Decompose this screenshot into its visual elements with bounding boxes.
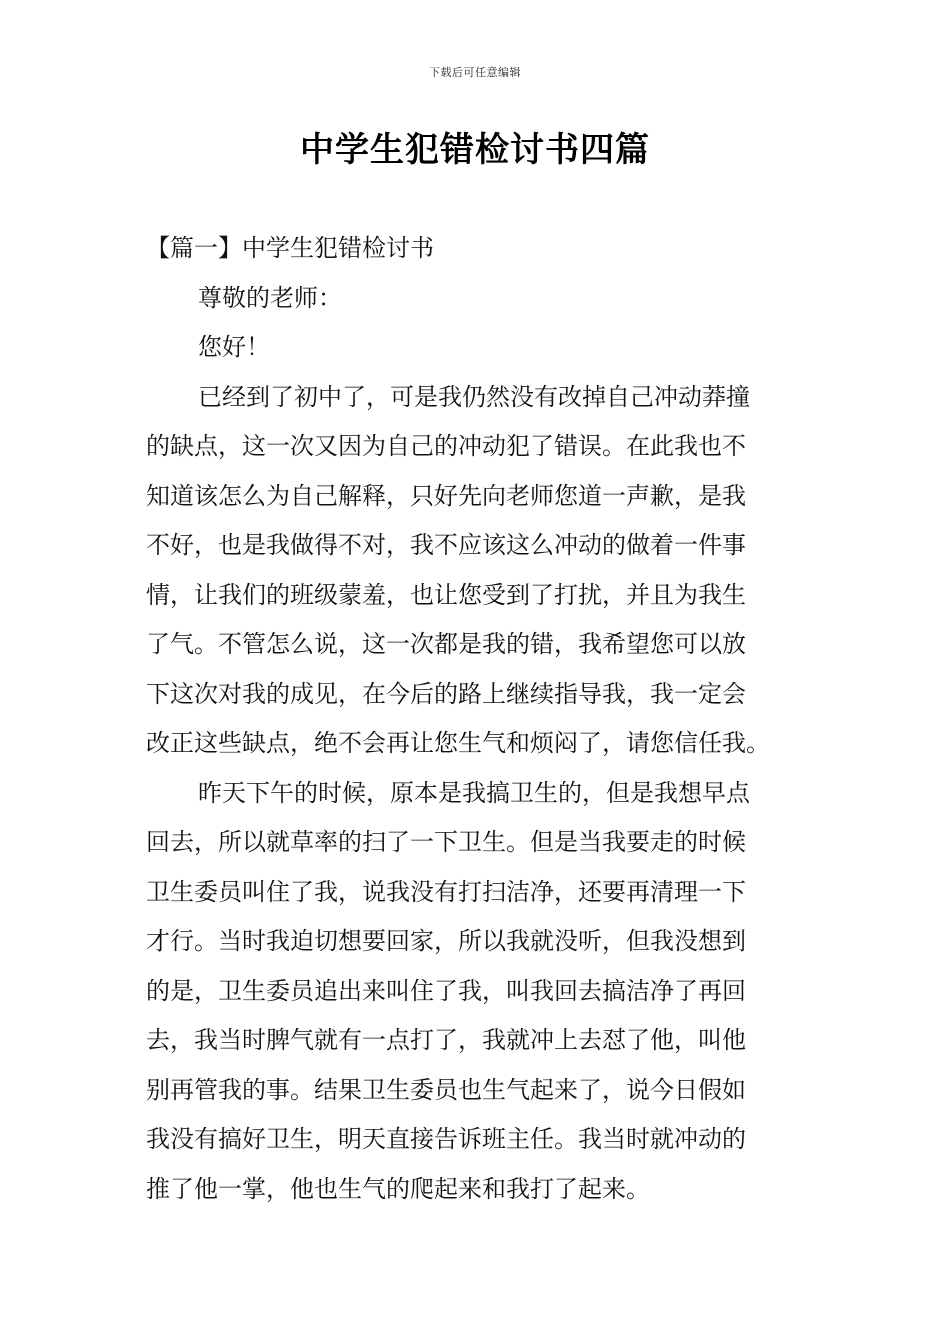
paragraph-line: 才行。当时我迫切想要回家，所以我就没听，但我没想到 [146, 927, 746, 955]
paragraph-line: 的是，卫生委员追出来叫住了我，叫我回去搞洁净了再回 [146, 976, 746, 1005]
section-heading: 【篇一】中学生犯错检讨书 [146, 234, 434, 262]
document-body [146, 224, 806, 1214]
paragraph-line: 改正这些缺点，绝不会再让您生气和烦闷了，请您信任我。 [146, 729, 770, 757]
greeting: 您好！ [198, 333, 270, 361]
paragraph-line: 昨天下午的时候，原本是我搞卫生的，但是我想早点 [198, 778, 750, 807]
paragraph-2 [146, 769, 806, 1215]
document-title: 中学生犯错检讨书四篇 [300, 130, 650, 170]
paragraph-line: 卫生委员叫住了我，说我没有打扫洁净，还要再清理一下 [146, 877, 746, 906]
paragraph-1 [146, 373, 806, 769]
paragraph-line: 我没有搞好卫生，明天直接告诉班主任。我当时就冲动的 [146, 1125, 746, 1153]
paragraph-line: 知道该怎么为自己解释，只好先向老师您道一声歉，是我 [146, 481, 746, 510]
salutation: 尊敬的老师： [198, 283, 342, 312]
paragraph-line: 回去，所以就草率的扫了一下卫生。但是当我要走的时候 [146, 828, 746, 856]
paragraph-line: 情，让我们的班级蒙羞，也让您受到了打扰，并且为我生 [146, 580, 746, 609]
header-note: 下载后可任意编辑 [429, 66, 521, 79]
paragraph-line: 的缺点，这一次又因为自己的冲动犯了错误。在此我也不 [146, 432, 746, 460]
paragraph-line: 了气。不管怎么说，这一次都是我的错，我希望您可以放 [146, 630, 746, 658]
paragraph-line: 推了他一掌，他也生气的爬起来和我打了起来。 [146, 1174, 650, 1203]
paragraph-line: 不好，也是我做得不对，我不应该这么冲动的做着一件事 [146, 531, 746, 559]
paragraph-line: 已经到了初中了，可是我仍然没有改掉自己冲动莽撞 [198, 382, 750, 411]
paragraph-line: 别再管我的事。结果卫生委员也生气起来了，说今日假如 [146, 1075, 746, 1104]
paragraph-line: 下这次对我的成见，在今后的路上继续指导我，我一定会 [146, 679, 746, 708]
paragraph-line: 去，我当时脾气就有一点打了，我就冲上去怼了他，叫他 [146, 1026, 746, 1054]
